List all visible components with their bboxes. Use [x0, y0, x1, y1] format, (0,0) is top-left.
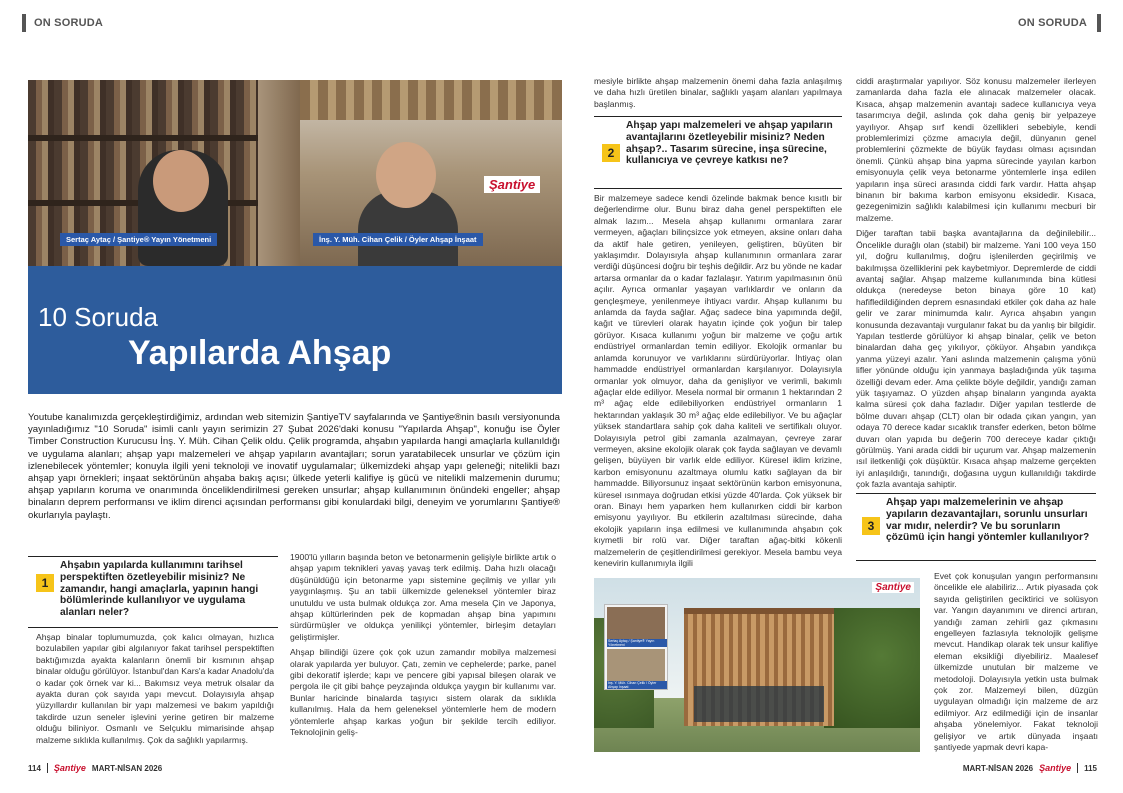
question-2-number: 2 [602, 144, 620, 162]
column-2 [290, 552, 556, 743]
question-3-number: 3 [862, 517, 880, 535]
answer-2: Bir malzemeye sadece kendi özelinde bakmak bence kısıtlı bir değerlendirme olur. Bunu biraz daha genel perspektiften ele almak lazım... Mesela ahşap kullanımı ormanlara zarar vermeyen, ağaçları bilinçsizce yok etmeyen, aksine onları daha da aktif hale getiren, yenileyen, geliştiren, büyüten bir yaklaşımdır. Dolayısıyla ahşap kullanımının ormanlara zarar verdiği düşüncesi doğru bir teşhis değildir. Arz bu yönde ne kadar artarsa ormanlar da o kadar fazlalaşır. Yatırım yapılmasının önü açılır. Ayrıca ormanlar yaşayan varlıklardır ve onların da gençleşmeye, yenilenmeye ihtiyacı vardır. Ahşap kullanımı bu anlamda da fayda sağlar. Ağaç sadece bina yapımında değil, kağıt ve türevleri olarak hayatın içinde çok yoğun bir talep görüyor. Kısaca kullanımı yoğun bir malzeme ve çoğu artık endüstriyel ormanlardan temin ediliyor. Ekolojik ormanlar bu anlamda korunuyor ve varlıklarını sürdürüyorlar. İhtiyaç olan hammadde endüstriyel ormanlardan karşılanıyor. Dolayısıyla ormanlar yok olmuyor, daha da genişliyor ve verimli, bakımlı ağaçlar elde ediliyor. Mesela normal bir ormanın 1 hektarından 2 m³ ağaç elde edilebiliyorken endüstriyel ormanların 1 hektarından yaklaşık 30 m³ ağaç elde edilebiliyor. Ve bu ağaçlar yüksek standartlara sahip çok daha kaliteli ve sertifikalı oluyor. Dolayısıyla petrol gibi zamanla azalmayan, çevreye zarar vermeyen, aksine ekolojik olarak çok fayda sağlayan ve devamlı gelişen, büyüyen bir varlık elde ediliyor. Küresel iklim krizine, karbon emisyonunu azaltmaya olumlu katkı sağlayan da bir hammadde. Biliyorsunuz inşaat sektörünün karbon emisyonuna, küresel ısınmaya doğrudan etkisi yüzde 40'larda. Çok yüksek bir oran. Binayı hem yaparken hem kullanırken ciddi bir karbon emisyonu yayılıyor. Bu etkilerin azaltılması sürecinde, daha ekolojik yapıların inşa edilmesi ve kullanımında ahşabın çok kıymetli bir rolü var. Diğer taraftan ağaç-bitki kökenli malzemelerin de çeşitlendirilmesi gerekiyor. Mesela bambu veya kenevirin kullanımıyla ilgili [594, 193, 842, 568]
section-marker-left [22, 14, 26, 32]
title-small: 10 Soruda [38, 302, 158, 332]
question-1-text: Ahşabın yapılarda kullanımını tarihsel perspektiften özetleyebilir misiniz? Ne zamandır, hangi amaçlarla, yapının hangi bölümlerinde kullanılıyor ve uygulama alanları neler? [60, 560, 259, 619]
answer-1: Ahşap binalar toplumumuzda, çok kalıcı olmayan, hızlıca bozulabilen yapılar gibi algılanıyor fakat tarihsel perspektiften baktığımızda ayakta kalanların önemli bir kısmının ahşap binalar olduğu görülüyor. İstanbul'dan Kars'a kadar Anadolu'da o kadar çok örnek var ki... Bakımsız veya metruk olsalar da ayakta duran çok sayıda yapı mevcut. Dolayısıyla ahşap yüzyıllardır kullanılan bir yapı malzemesi ve bakım yapıldığı takdirde uzun seneler işlevini yerine getiren bir malzeme olduğu biliniyor. Osmanlı ve Selçuklu mimarisinde ahşap malzeme sıklıkla kullanılmış. Çok da sağlıklı yapılarmış. [36, 632, 274, 745]
col2-paragraph-2: Ahşap bilindiği üzere çok çok uzun zamandır mobilya malzemesi olarak yapılarda yer buluyor. Çatı, zemin ve cephelerde; parke, panel gibi dekoratif işlerde; kapı ve pencere gibi yapısal bileşen olarak ve pergola ile çit gibi bahçe peyzajında oldukça yaygın bir kullanımı var. Bunlar haricinde binalarda taşıyıcı sistem olarak da sıklıkla kullanılmış. Hala da hem geleneksel yöntemlerle hem de modern yöntemlerle ahşap karkas yoğun bir şekilde tercih ediliyor. Teknolojinin geliş- [290, 647, 556, 738]
page-title: Yapılarda Ahşap [128, 334, 392, 372]
person-right-face [376, 142, 436, 208]
col3-top: mesiyle birlikte ahşap malzemenin önemi daha fazla anlaşılmış ve daha hızlı üretilen binalar, sağlıklı yaşam alanları yapılmaya başlanmış. [594, 76, 842, 109]
section-label-left: ON SORUDA [34, 17, 104, 29]
col2-paragraph-1: 1900'lü yılların başında beton ve betonarmenin gelişiyle birlikte artık o ahşap yapım teknikleri yavaş yavaş terk edilmiş. Daha hızlı olacağı düşünüldüğü için betonarme yapı sistemine geçilmiş ve yıllar yılı yaygınlaşmış. Şu an tabii ülkemizde geleneksel yöntemler biraz unutuldu ve usta bulmak oldukça zor. Ama mesela Çin ve Japonya, ahşap kültürlerinden pek de kopmadan ahşap bina yapımını sürdürmüşler ve oldukça yenilikçi yöntemler, birleşim detayları geliştirmişler. [290, 552, 556, 642]
section-marker-right [1097, 14, 1101, 32]
person-left-face [153, 150, 209, 212]
caption-right: İnş. Y. Müh. Cihan Çelik / Öyler Ahşap İnşaat [313, 233, 483, 246]
building-photo [594, 578, 920, 752]
question-3-text: Ahşap yapı malzemelerinin ve ahşap yapıların dezavantajları, sorunlu unsurları var mıdır, nelerdir? Ve bu sorunların çözümü için hangi yöntemler kullanılıyor? [886, 497, 1090, 544]
col4-paragraph-1: ciddi araştırmalar yapılıyor. Söz konusu malzemeler ilerleyen zamanlarda daha fazla ele alınacak malzemeler olacak. Kısaca, ahşap malzemenin avantajı sadece kullanıcıya veya tasarımcıya değil, aslında çok daha geniş bir yelpazeye yayılıyor. Ahşap sırf kendi özellikleri sebebiyle, kendi problemlerimizi çözme amacıyla değil, dünyanın genel problemlerini çözmekte de büyük faydası olması açısından önemli. Çünkü ahşap bina yapma sürecinde yayılan karbon emisyonuyla çelik veya betonarme yöntemlerle inşa edilen yapıların inşa süreci arasında ciddi fark vardır. Hatta ahşap binanın bir bakıma karbon emisyonu eksidedir. Kısaca, gezegenimizin sağlıklı kalabilmesi için kullanımı mecburi bir malzeme. [856, 76, 1096, 223]
page-number-right: 115 [1084, 763, 1097, 773]
question-2-text: Ahşap yapı malzemeleri ve ahşap yapıların avantajlarını özetleyebilir misiniz? Neden ahşap?.. Tasarım sürecine, inşa sürecine, kullanıcıya ve çevreye katkısı ne? [626, 120, 833, 167]
photo-brand-logo: Şantiye [872, 582, 914, 593]
hero-brand-logo: Şantiye [484, 176, 540, 193]
intro-paragraph: Youtube kanalımızda gerçekleştirdiğimiz, ardından web sitemizin ŞantiyeTV sayfalarında ve Şantiye®nin basılı versiyonunda yayınladığımız "10 Soruda" isimli canlı yayın serimizin 27 Şubat 2026'daki konusu "Yapılarda Ahşap", konuğu ise Öyler Timber Construction Kurucusu İnş. Y. Müh. Cihan Çelik oldu. Çelik programda, ahşabın yapılarda hangi amaçlarla kullanıldığı ve uygulama alanları; ahşap yapı malzemeleri ve ahşap yapıların avantajları; sorun yaratabilecek unsurlar ve çözüm için izlenebilecek yöntemler; konuyla ilgili yeni teknoloji ve inovatif uygulamalar; ülkemizdeki ahşap yapı geleneği; nitelikli bazı ahşap yapı örnekleri; inşaat sektörünün ahşaba bakış açısı; ülkede yeterli kalifiye iş gücü ve nitelikli malzemenin durumu; ahşap yapıların koruma ve onarımında önceliklendirilmesi gereken unsurlar; ahşap kullanımının önündeki engeller; ahşap binaların deprem performansı ve iklim direnci açısından performansı gibi konulardaki bilgi, deneyim ve yorumlarını Şantiye® okurlarıyla paylaştı. [28, 412, 560, 521]
col4-paragraph-2: Diğer taraftan tabii başka avantajlarına da değinilebilir... Öncelikle durağlı olan (stabil) bir malzeme. Yani 100 veya 150 yıl, doğru kullanılmış, doğru işlenilerden geçirilmiş ve bakılmışsa özelliklerini pek kaybetmiyor. Depremlerde de ciddi avantaj sağlar. Ahşap malzeme kullanımında bina kütlesi oldukça (neredeyse beton binaya göre 10 kat) hafifledildiğinden deprem esnasındaki etkiler çok daha az hale gelir ve zarar minimumda kalır. Ayrıca ahşabın yangın konusunda dezavantajı vurgulanır fakat bu da yanlış bir bilgidir. Yapılan testlerde görülüyor ki ahşap binalar, çelik ve beton binalardan daha geç yıkılıyor, çöküyor. Ahşabın yandıkça yanma yüzeyi azalır. Yani aslında malzemenin çalışma yönü lifler yönünde olduğu için yanmaya başladığında yük taşıma özelliği devam eder. Ama çelikte böyle değildir, yandığı zaman yük taşıyamaz. O yüzden ahşap binaların yangında ayakta kalma süresi çok daha fazladır. Diğer yapılan testlerde de bölme duvarı ahşap (CLT) olan bir odada çıkan yangın, yan odaya 70 derece kadar sıcaklık transfer ederken, beton bölme duvarı olan yapıda bu değerin 700 dereceye kadar çıktığı görülmüş. Yani arada ciddi bir uçurum var. Ahşap malzemenin ısıl iletkenliği çok düşüktür. Kısaca ahşap malzeme gerçekten iyi anlaşıldığı, tanındığı, doğasına uygun kullanıldığı takdirde çok fazla avantaja sahiptir. [856, 228, 1096, 490]
footer-right [963, 763, 1097, 773]
footer-issue-left: MART-NİSAN 2026 [91, 763, 163, 773]
caption-left: Sertaç Aytaç / Şantiye® Yayın Yönetmeni [60, 233, 217, 246]
title-band [28, 266, 562, 394]
footer-brand-right: Şantiye [1039, 763, 1072, 773]
question-1 [36, 560, 276, 619]
section-label-right: ON SORUDA [1017, 17, 1087, 29]
question-3 [862, 497, 1096, 544]
footer-issue-right: MART-NİSAN 2026 [962, 763, 1034, 773]
footer-brand-left: Şantiye [53, 763, 86, 773]
answer-3: Evet çok konuşulan yangın performansını öncelikle ele alabiliriz... Artık piyasada çok sayıda geliştirilen geciktirici ve solüsyon var. Yangın dayanımını ve direnci artıran, yandığı zaman zehirli gaz çıkmasını engelleyen fazlasıyla teknolojik gelişme mevcut. Handikap olarak tek unsur kalifiye eleman eksikliği diyebiliriz. Maalesef ülkemizde unutulan bir malzeme ve metodoloji. Dolayısıyla yetkin usta bulmak çok zor. Malzemeyi bilen, düzgün uygulayan olmadığı için malzeme de arz edilmiyor. Arz edilmediği için de insanlar ahşaba yönelemiyor. Fakat teknoloji gelişiyor ve artık dünyada inşaatı şantiyede yapmak devri kapa- [934, 571, 1098, 753]
question-2 [602, 120, 842, 167]
question-1-number: 1 [36, 574, 54, 592]
inset-video: Sertaç Aytaç / Şantiye® Yayın Yönetmeni İnş. Y. Müh. Cihan Çelik / Öyler Ahşap İnşaat [604, 604, 668, 690]
hero-video-still [28, 80, 562, 266]
footer-left [28, 763, 162, 773]
page-number-left: 114 [28, 763, 41, 773]
column-4 [856, 76, 1096, 495]
